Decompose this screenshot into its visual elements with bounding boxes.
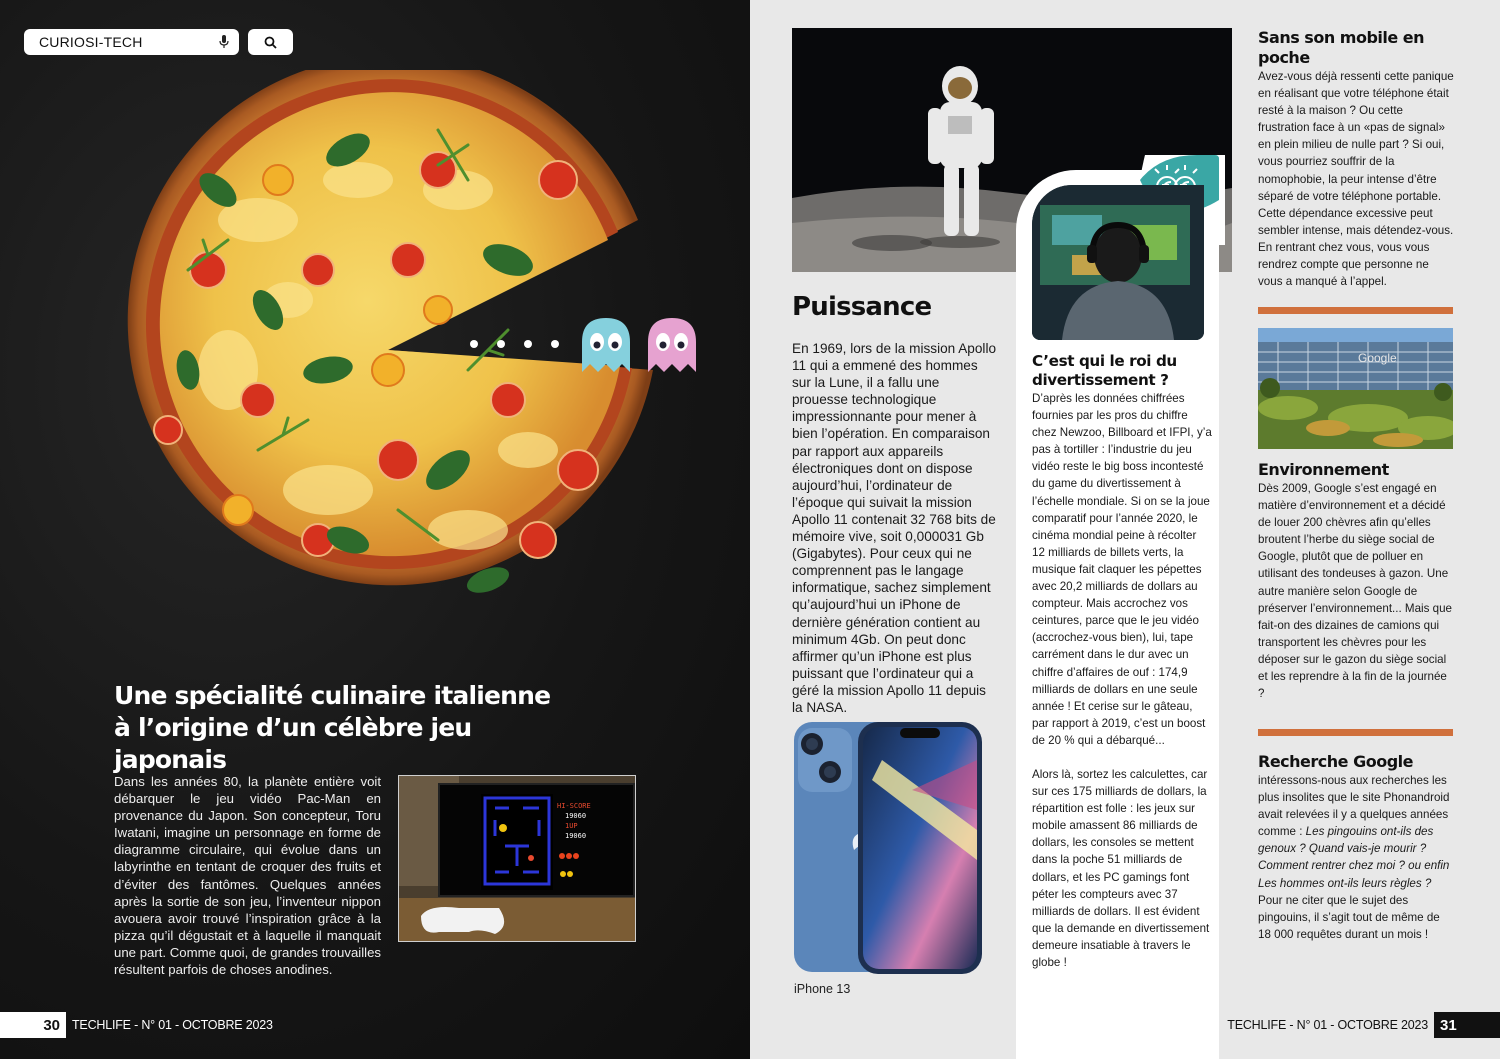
recherche-body-start: intéressons-nous aux recherches les plus insolites que le site Phonandroid avait relevées il y a quelques années comme : [1258, 774, 1450, 839]
iphone-13-image [792, 720, 984, 975]
recherche-body-end: Pour ne citer que le sujet des pingouins, il s’agit tout de même de 18 000 requêtes durant un mois ! [1258, 893, 1440, 941]
pellet-dots [470, 340, 559, 348]
pellet-dot [470, 340, 478, 348]
gamer-photo [1032, 185, 1204, 340]
environnement-body: Dès 2009, Google s’est engagé en matière d’environnement et a décidé de louer 200 chèvres afin qu’elles broutent l’herbe du siège social de Google, plutôt que de polluer en utilisant des tondeuses à gazon. Une autre manière selon Google de préserver l’environnement... Mais que fait-on des dizaines de camions qui transportent les chèvres pour les déposer sur le gazon du siège social et les reprendre à la fin de la journée ? [1258, 482, 1452, 701]
page-number: 31 [1434, 1012, 1500, 1038]
search-field[interactable] [24, 29, 239, 55]
search-button[interactable] [248, 29, 293, 55]
puissance-body: En 1969, lors de la mission Apollo 11 qui a emmené des hommes sur la Lune, il a fallu une prouesse technologique impressionnante pour mener à bien l’opération. En comparaison par rapport aux appareils électroniques dont on dispose aujourd’hui, l’ordinateur de l’époque qui suivait la mission Apollo 11 contenait 32 768 bits de mémoire vive, soit 0,000031 Gb (Gigabytes). Pour ceux qui ne comprennent pas le langage informatique, sachez simplement qu’aujourd’hui un iPhone de dernière génération contient au minimum 4Gb. On peut donc affirmer qu’un iPhone est plus puissant que l’ordinateur qui a géré la mission Apollo 11 depuis la NASA. [792, 341, 997, 715]
google-sign: Google [1358, 351, 1397, 365]
folio-right [1227, 1012, 1500, 1038]
search-icon [264, 36, 277, 49]
hi-score-value: 19060 [565, 812, 587, 820]
folio-label: TECHLIFE - N° 01 - OCTOBRE 2023 [1227, 1018, 1428, 1032]
page-number: 30 [0, 1012, 66, 1038]
puissance-title: Puissance [792, 292, 932, 322]
environnement-section [1258, 460, 1454, 702]
pellet-dot [551, 340, 559, 348]
recherche-section [1258, 752, 1454, 943]
pink-ghost-icon [646, 316, 698, 374]
search-query: CURIOSI-TECH [39, 34, 143, 50]
pacman-tv-photo [398, 775, 636, 942]
recherche-title: Recherche Google [1258, 752, 1413, 771]
folio-left [0, 1012, 273, 1038]
iphone-caption: iPhone 13 [794, 982, 851, 996]
recherche-body [1258, 772, 1454, 943]
mobile-section [1258, 28, 1454, 290]
entertainment-title: C’est qui le roi du divertissement ? [1032, 352, 1177, 389]
mobile-body: Avez-vous déjà ressenti cette panique en réalisant que votre téléphone était resté à la maison ? Ou cette frustration face à un «pas de signal» en plein milieu de nulle part ? Si oui, vous pourriez souffrir de la nomophobie, la peur intense d’être séparé de votre téléphone portable. Cette dépendance excessive peut sembler intense, mais détendez-vous. En rentrant chez vous, vous vous rendrez compte que personne ne vous a manqué à l’appel. [1258, 70, 1454, 289]
recherche-examples: Les pingouins ont-ils des genoux ? Quand vais-je mourir ? Comment rentrer chez moi ? ou enfin Les hommes ont-ils leurs règles ? [1258, 825, 1450, 890]
microphone-icon[interactable] [219, 35, 229, 49]
article-headline: Une spécialité culinaire italienne à l’origine d’un célèbre jeu japonais [114, 681, 551, 774]
divider-rule [1258, 307, 1453, 314]
pellet-dot [497, 340, 505, 348]
player-score: 19060 [565, 832, 587, 840]
environnement-title: Environnement [1258, 460, 1389, 479]
google-campus-photo [1258, 328, 1453, 449]
blue-ghost-icon [580, 316, 632, 374]
right-page [750, 0, 1500, 1059]
mobile-title: Sans son mobile en poche [1258, 28, 1425, 67]
pellet-dot [524, 340, 532, 348]
player-label: 1UP [565, 822, 578, 830]
entertainment-paragraph-2: Alors là, sortez les calculettes, car sur ces 175 milliards de dollars, la répartition est folle : les jeux sur mobile amassent 86 milliards de dollars, les consoles se mettent dans la poche 51 milliards de dollars, et les PC gamings font péter les compteurs avec 37 milliards de dollars. Il est évident que la demande en divertissement demeure insatiable à travers le globe ! [1032, 767, 1210, 969]
intro-paragraph: Dans les années 80, la planète entière voit débarquer le jeu vidéo Pac-Man en provenance du Japon. Son concepteur, Toru Iwatani, imagine un personnage en forme de diagramme circulaire, qui évolue dans un labyrinthe en tentant de croquer des fruits et d’éviter des fantômes. Quelques années après la sortie de son jeu, l’inventeur nippon avouera avoir trouvé l’inspiration grâce à la pizza qu’il dégustait et à laquelle il manquait une part. Comme quoi, de grandes trouvailles résultent parfois de choses anodines. [114, 774, 381, 978]
folio-label: TECHLIFE - N° 01 - OCTOBRE 2023 [72, 1018, 273, 1032]
divider-rule [1258, 729, 1453, 736]
entertainment-body [1032, 390, 1212, 971]
hi-score-label: HI-SCORE [557, 802, 591, 810]
entertainment-paragraph-1: D’après les données chiffrées fournies par les pros du chiffre chez Newzoo, Billboard et IFPI, y’a pas à tortiller : l’industrie du jeu vidéo reste le big boss incontesté du game du divertissement à l’échelle mondiale. Si on se la joue comparatif pour l’année 2020, le cinéma mondial peine à récolter 12 milliards de billets verts, la musique fait claquer les pépettes avec 20,2 milliards de dollars au compteur. Mais accrochez vos ceintures, parce que le jeu vidéo (accrochez-vous bien), lui, tape carrément dans le dur avec un chiffre d’affaires de ouf : 174,9 milliards de dollars en une seule année ! Et cerise sur le gâteau, par rapport à 2019, c’est un boost de 20 % qui a débarqué... [1032, 392, 1212, 747]
